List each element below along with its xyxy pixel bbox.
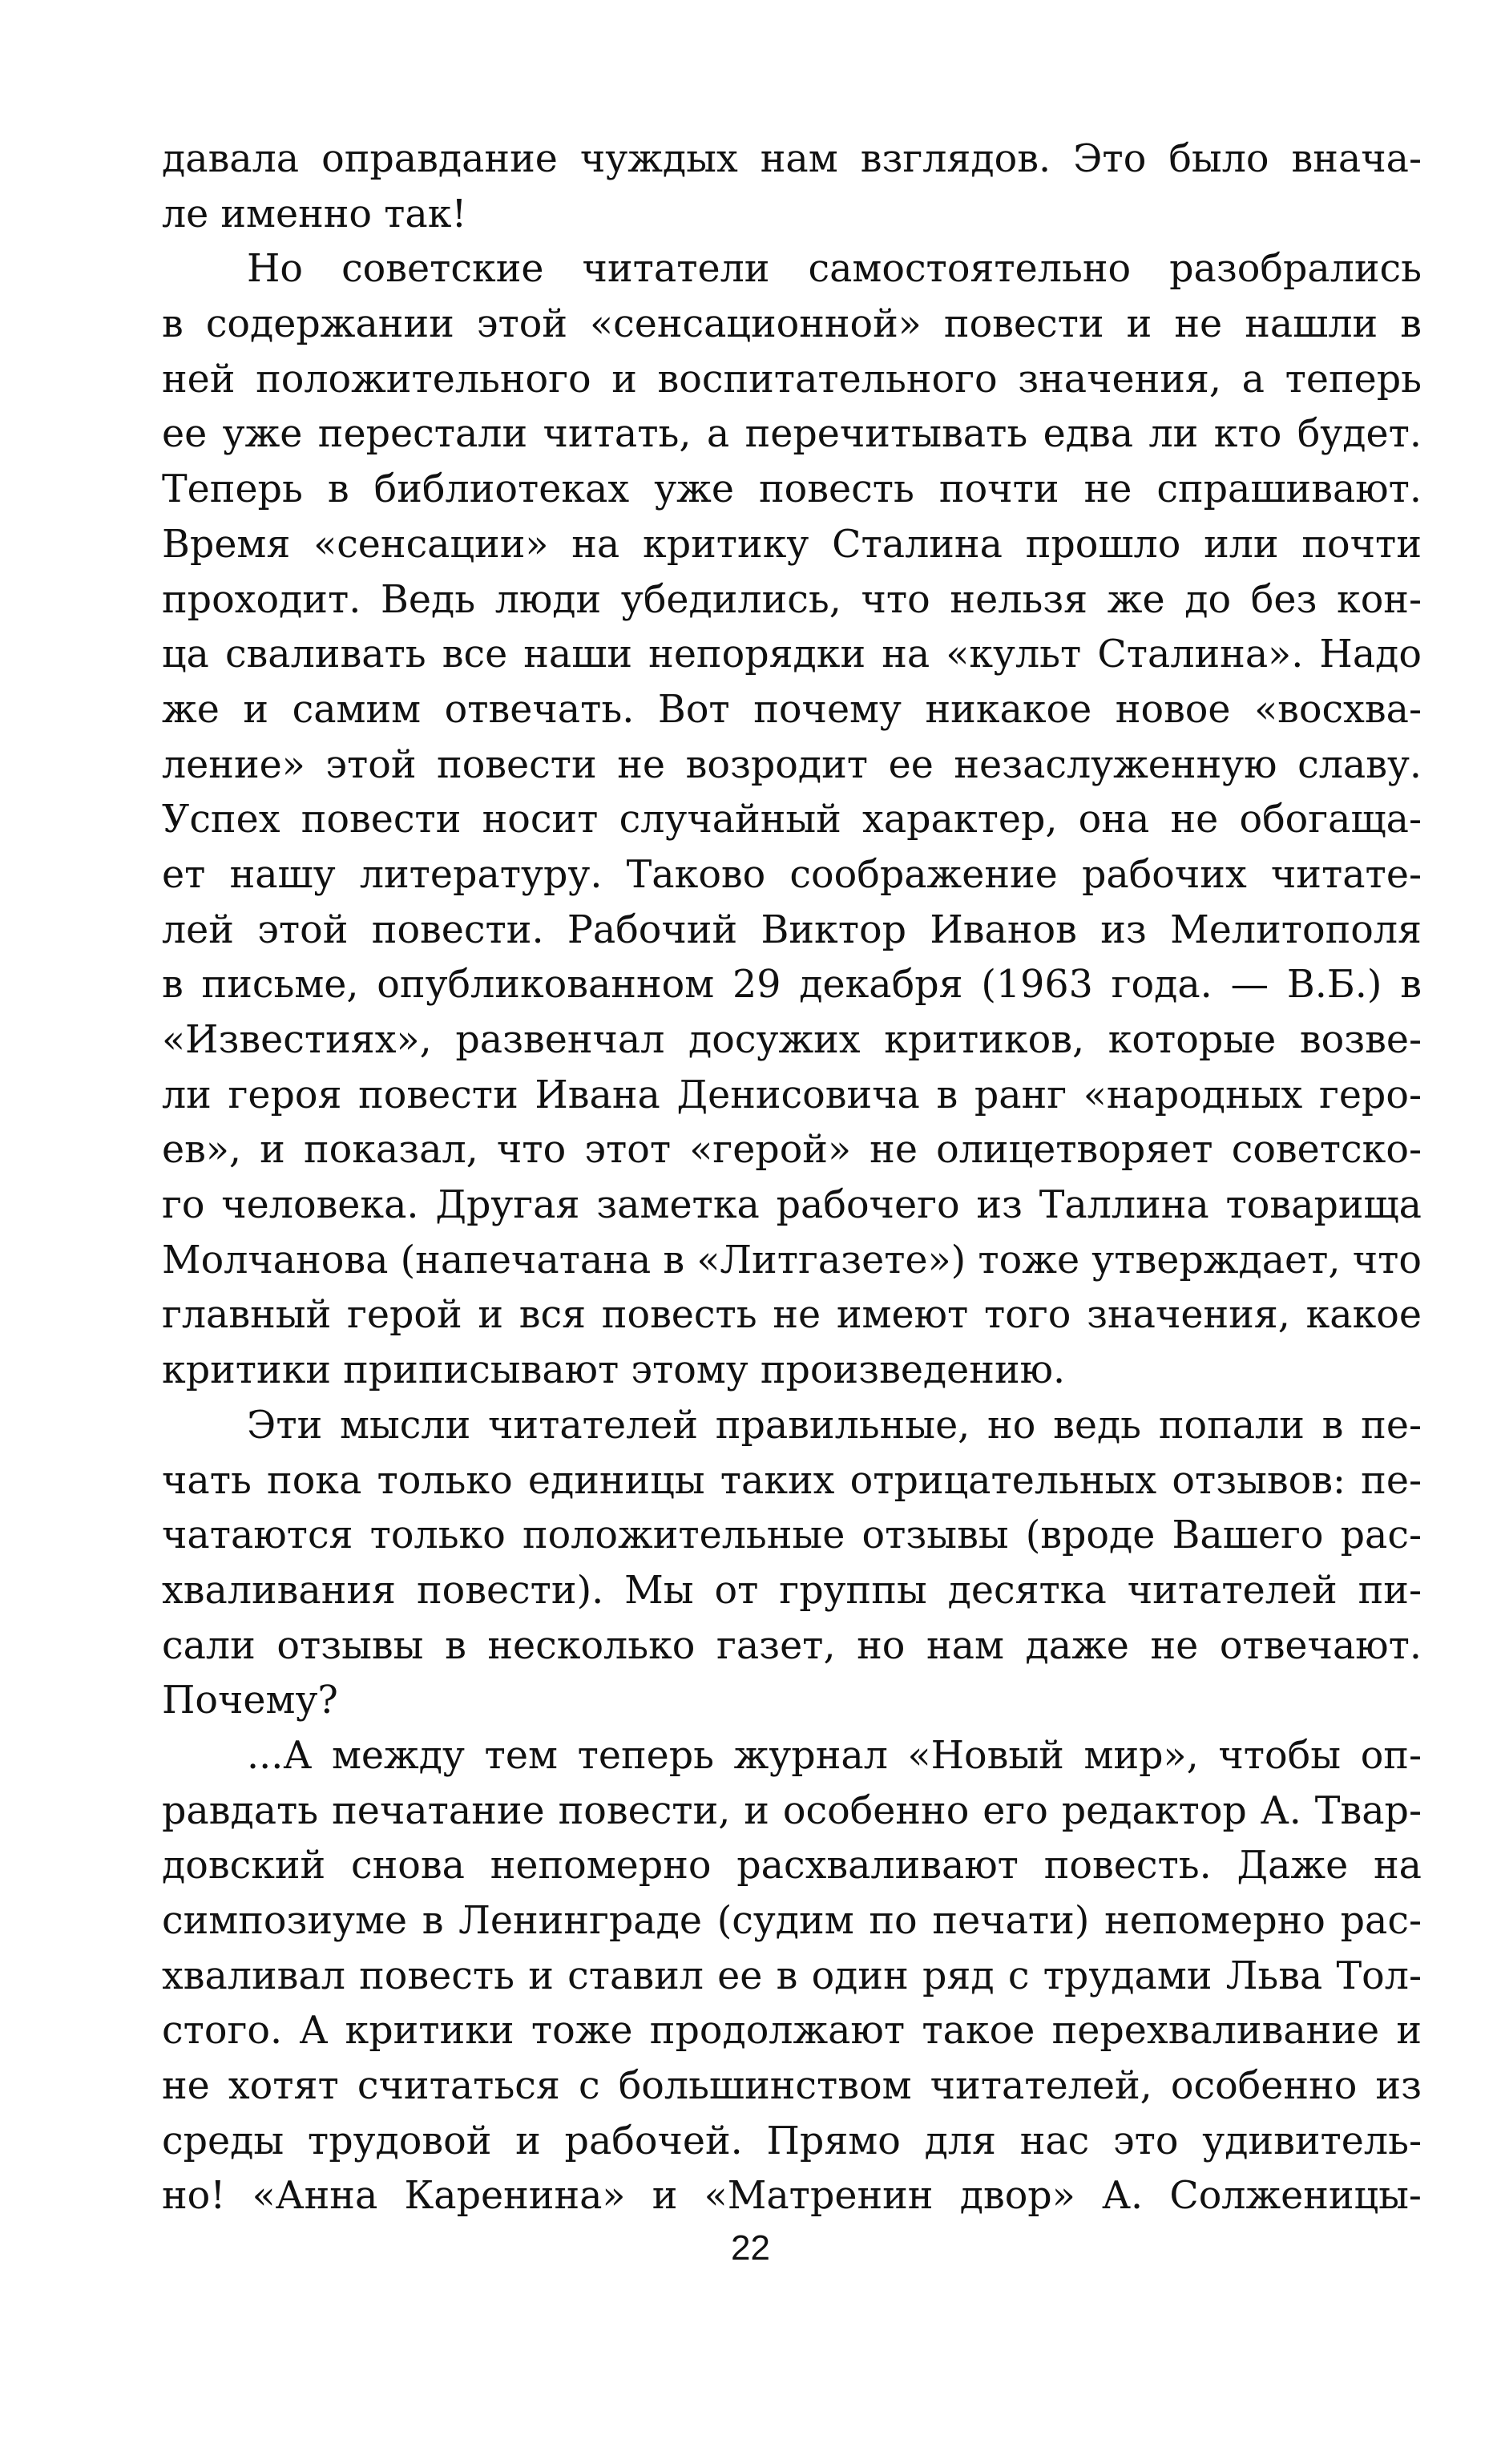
text-line: давала оправдание чуждых нам взглядов. Это было внача-	[162, 137, 1422, 181]
text-line: Теперь в библиотеках уже повесть почти не спрашивают.	[162, 467, 1422, 512]
text-line: Время «сенсации» на критику Сталина прошло или почти	[162, 522, 1422, 567]
page-number: 22	[731, 2228, 770, 2268]
text-line: не хотят считаться с большинством читателей, особенно из	[162, 2064, 1422, 2109]
text-line: ца сваливать все наши непорядки на «культ Сталина». Надо	[162, 632, 1422, 677]
text-line: ле именно так!	[162, 192, 467, 236]
text-line: «Известиях», развенчал досужих критиков, которые возве-	[162, 1018, 1422, 1062]
text-line: го человека. Другая заметка рабочего из Таллина товарища	[162, 1183, 1422, 1228]
text-line: Эти мысли читателей правильные, но ведь попали в пе-	[247, 1403, 1422, 1448]
text-line: среды трудовой и рабочей. Прямо для нас это удивитель-	[162, 2119, 1422, 2163]
text-line: стого. А критики тоже продолжают такое перехваливание и	[162, 2009, 1422, 2054]
text-line: ление» этой повести не возродит ее незаслуженную славу.	[162, 742, 1422, 787]
text-line: критики приписывают этому произведению.	[162, 1348, 1066, 1393]
text-line: чатаются только положительные отзывы (вроде Вашего рас-	[162, 1513, 1422, 1558]
text-line: но! «Анна Каренина» и «Матренин двор» А. Солженицы-	[162, 2174, 1422, 2219]
text-line: ней положительного и воспитательного значения, а теперь	[162, 357, 1422, 402]
text-line: ев», и показал, что этот «герой» не олицетворяет советско-	[162, 1128, 1422, 1173]
text-line: ее уже перестали читать, а перечитывать едва ли кто будет.	[162, 412, 1422, 457]
text-line: сали отзывы в несколько газет, но нам даже не отвечают.	[162, 1623, 1422, 1668]
text-line: в содержании этой «сенсационной» повести и не нашли в	[162, 302, 1422, 347]
text-line: Почему?	[162, 1678, 338, 1723]
text-line: ...А между тем теперь журнал «Новый мир», чтобы оп-	[247, 1733, 1422, 1778]
text-line: чать пока только единицы таких отрицательных отзывов: пе-	[162, 1458, 1422, 1503]
text-line: хваливал повесть и ставил ее в один ряд с трудами Льва Тол-	[162, 1953, 1422, 1998]
text-line: же и самим отвечать. Вот почему никакое новое «восхва-	[162, 687, 1422, 732]
text-line: ет нашу литературу. Таково соображение рабочих читате-	[162, 852, 1422, 897]
page-text-block	[162, 132, 1422, 2224]
text-line: в письме, опубликованном 29 декабря (1963 года. — В.Б.) в	[162, 963, 1422, 1008]
text-line: лей этой повести. Рабочий Виктор Иванов из Мелитополя	[162, 907, 1422, 952]
text-line: равдать печатание повести, и особенно его редактор А. Твар-	[162, 1788, 1422, 1833]
text-line: довский снова непомерно расхваливают повесть. Даже на	[162, 1844, 1422, 1888]
text-line: Молчанова (напечатана в «Литгазете») тоже утверждает, что	[162, 1238, 1422, 1282]
text-line: Но советские читатели самостоятельно разобрались	[247, 247, 1422, 292]
text-line: Успех повести носит случайный характер, она не обогаща-	[162, 798, 1422, 842]
text-line: проходит. Ведь люди убедились, что нельзя же до без кон-	[162, 577, 1422, 622]
text-line: хваливания повести). Мы от группы десятка читателей пи-	[162, 1568, 1422, 1613]
text-line: ли героя повести Ивана Денисовича в ранг «народных геро-	[162, 1072, 1422, 1117]
text-line: симпозиуме в Ленинграде (судим по печати) непомерно рас-	[162, 1899, 1422, 1943]
text-line: главный герой и вся повесть не имеют того значения, какое	[162, 1293, 1422, 1338]
